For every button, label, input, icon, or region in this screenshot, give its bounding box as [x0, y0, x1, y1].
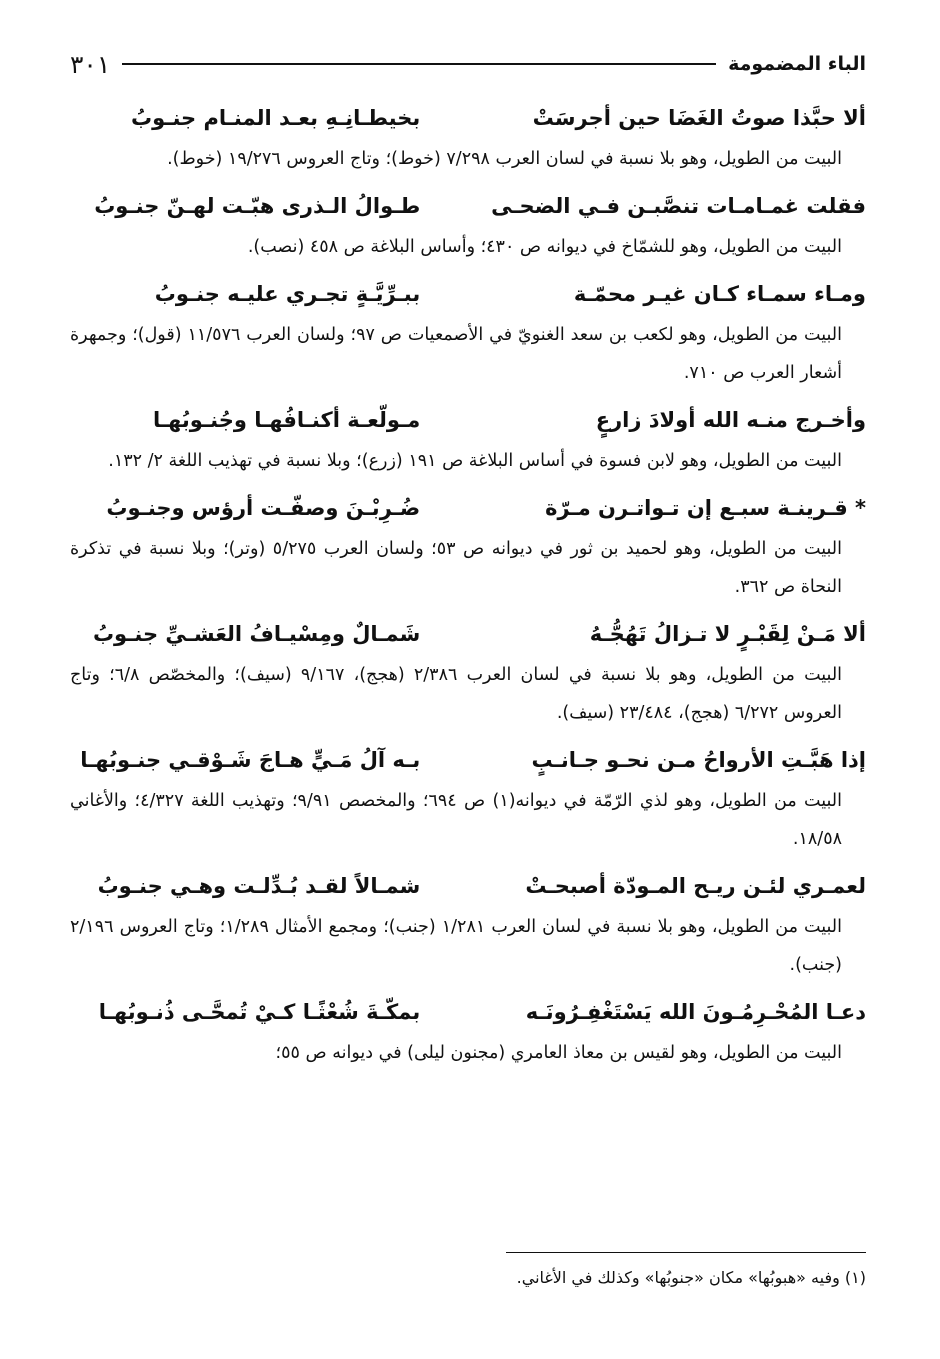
first-hemistich: * قـرينـة سبـع إن تـواتـرن مـرّة — [545, 496, 866, 520]
first-hemistich: وأخـرج منـه الله أولادَ زارعٍ — [595, 408, 866, 432]
verse-entry — [70, 486, 866, 606]
verse-commentary: البيت من الطويل، وهو لقيس بن معاذ العامري (مجنون ليلى) في ديوانه ص ٥٥؛ — [275, 1043, 842, 1063]
verse-commentary: البيت من الطويل، وهو لابن فسوة في أساس البلاغة ص ١٩١ (زرع)؛ وبلا نسبة في تهذيب اللغة ٢/ ١٣٢. — [108, 451, 842, 471]
second-hemistich: ببـرِّيَّـةٍ تجـري عليـه جنـوبُ — [154, 282, 421, 306]
second-hemistich: شمـالاً لقـد بُـدِّلـت وهـي جنـوبُ — [97, 874, 421, 898]
verse-commentary: البيت من الطويل، وهو لكعب بن سعد الغنويّ في الأصمعيات ص ٩٧؛ ولسان العرب ١١/٥٧٦ (قول)؛ وجمهرة أشعار العرب ص ٧١٠. — [70, 325, 842, 383]
second-hemistich: بـه آلُ مَـيٍّ هـاجَ شَـوْقـي جنـوبُهـا — [80, 748, 421, 772]
verse-commentary: البيت من الطويل، وهو لذي الرّمّة في ديوانه(١) ص ٦٩٤؛ والمخصص ٩/٩١؛ وتهذيب اللغة ٤/٣٢٧؛ والأغاني ١٨/٥٨. — [70, 791, 842, 849]
verse-commentary: البيت من الطويل، وهو بلا نسبة في لسان العرب ٧/٢٩٨ (خوط)؛ وتاج العروس ١٩/٢٧٦ (خوط). — [167, 149, 842, 169]
verse-entry — [70, 990, 866, 1072]
second-hemistich: مـولّعـة أكنـافُهـا وجُنـوبُهـا — [152, 408, 421, 432]
verse-commentary: البيت من الطويل، وهو بلا نسبة في لسان العرب ١/٢٨١ (جنب)؛ ومجمع الأمثال ١/٢٨٩؛ وتاج العروس ٢/١٩٦ (جنب). — [70, 917, 842, 975]
verse-commentary: البيت من الطويل، وهو للشمّاخ في ديوانه ص ٤٣٠؛ وأساس البلاغة ص ٤٥٨ (نصب). — [247, 237, 842, 257]
second-hemistich: ضُـرِبْـنَ وصفّـت أرؤس وجنـوبُ — [106, 496, 421, 520]
verse-commentary: البيت من الطويل، وهو بلا نسبة في لسان العرب ٢/٣٨٦ (هجج)، ٩/١٦٧ (سيف)؛ والمخصّص ٦/٨؛ وتاج العروس ٦/٢٧٢ (هجج)، ٢٣/٤٨٤ (سيف). — [70, 665, 843, 723]
running-title: الباء المضمومة — [728, 53, 866, 75]
verse-entry — [70, 738, 866, 858]
verse-line — [70, 184, 866, 228]
footnote: (١) وفيه «هبوبُها» مكان «جنوبُها» وكذلك في الأغاني. — [516, 1268, 866, 1287]
verse-entry — [70, 864, 866, 984]
header-rule — [122, 63, 716, 65]
verse-entry — [70, 612, 866, 732]
first-hemistich: إذا هَبَّـتِ الأرواحُ مـن نحـو جـانـبٍ — [531, 748, 866, 772]
verse-line — [70, 738, 866, 782]
verse-entry — [70, 272, 866, 392]
first-hemistich: ألا حبَّذا صوتُ الغَضَا حين أجرسَتْ — [532, 106, 866, 130]
verse-line — [70, 96, 866, 140]
second-hemistich: شَمـالٌ ومِسْيـافُ العَشـيِّ جنـوبُ — [92, 622, 421, 646]
verse-entry — [70, 398, 866, 480]
page-number: ٣٠١ — [70, 49, 111, 79]
verse-line — [70, 990, 866, 1034]
verse-line — [70, 864, 866, 908]
second-hemistich: بخيطـانِـهِ بعـد المنـام جنـوبُ — [131, 106, 421, 130]
verse-line — [70, 272, 866, 316]
verse-entry — [70, 96, 866, 178]
first-hemistich: فقلت غمـامـات تنصَّبـن فـي الضحـى — [491, 194, 866, 218]
verse-line — [70, 612, 866, 656]
first-hemistich: لعمـري لئـن ريـح المـودّة أصبحـتْ — [525, 874, 866, 898]
verse-commentary: البيت من الطويل، وهو لحميد بن ثور في ديوانه ص ٥٣؛ ولسان العرب ٥/٢٧٥ (وتر)؛ وبلا نسبة في تذكرة النحاة ص ٣٦٢. — [70, 539, 842, 597]
verse-line — [70, 486, 866, 530]
first-hemistich: دعـا المُحْـرِمُـونَ الله يَسْتَغْفِـرُونَـه — [525, 1000, 866, 1024]
second-hemistich: طـوالُ الـذرى هبّـت لهـنّ جنـوبُ — [94, 194, 421, 218]
verse-entry — [70, 184, 866, 266]
verse-entries — [70, 96, 866, 1078]
first-hemistich: ومـاء سمـاء كـان غيـر محمّـة — [573, 282, 866, 306]
verse-line — [70, 398, 866, 442]
first-hemistich: ألا مَـنْ لِقَبْـرٍ لا تـزالُ تَهُجُّـهُ — [589, 622, 866, 646]
second-hemistich: بمكّـةَ شُعْثًـا كـيْ تُمحَّـى ذُنـوبُهـا — [98, 1000, 421, 1024]
page-header — [70, 44, 866, 84]
footnote-rule — [506, 1252, 866, 1253]
